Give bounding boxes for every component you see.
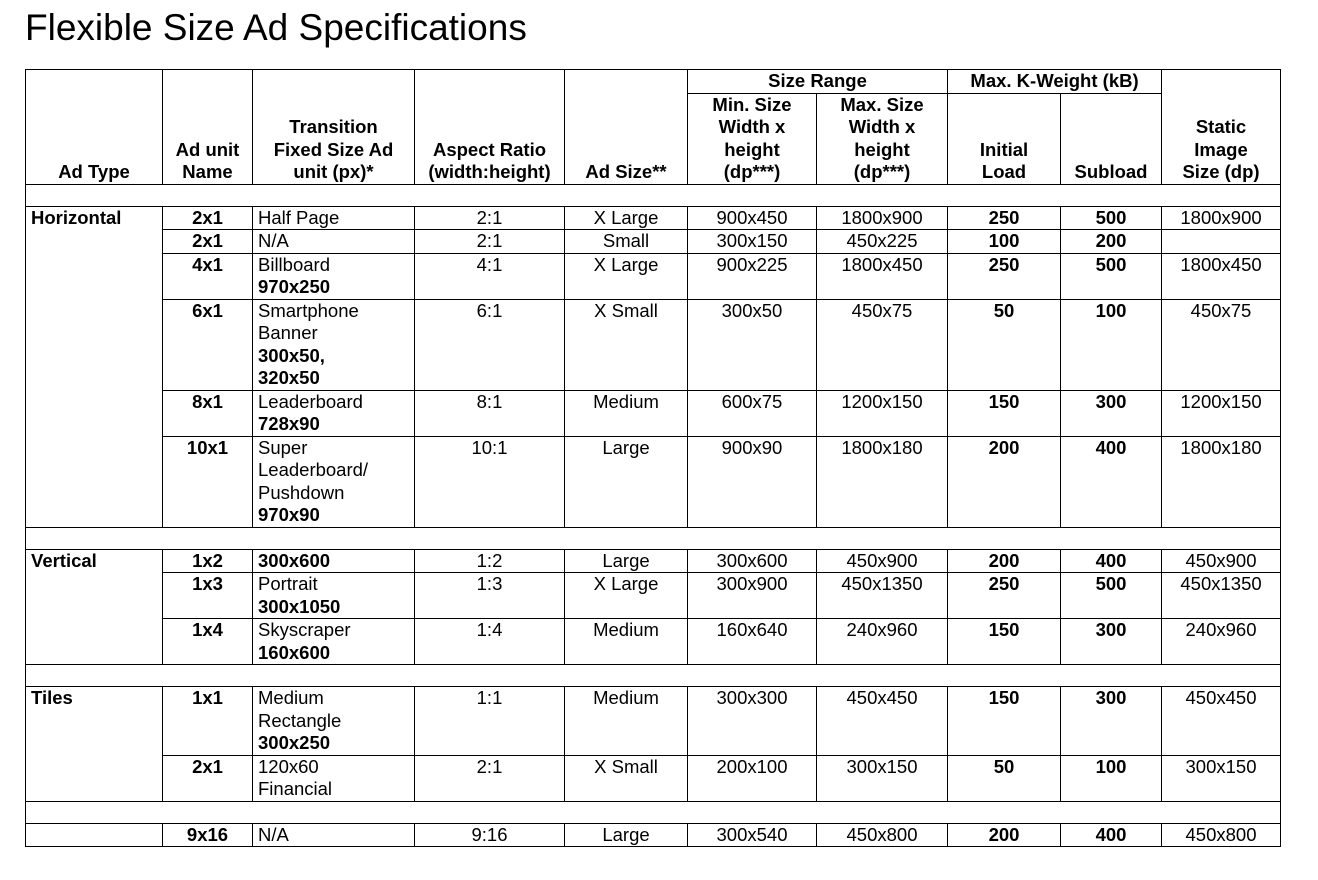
min-size-cell: 300x540 bbox=[688, 823, 817, 847]
fixed-size-px: 300x250 bbox=[258, 732, 331, 753]
ad-size-cell: Medium bbox=[565, 390, 688, 436]
header-static-image-size: Static Image Size (dp) bbox=[1162, 70, 1281, 185]
ad-size-cell: X Small bbox=[565, 755, 688, 801]
ad-unit-name-cell: 2x1 bbox=[163, 230, 253, 254]
ad-type-cell: Horizontal bbox=[26, 206, 163, 527]
initial-load-cell: 50 bbox=[948, 755, 1061, 801]
ad-size-cell: Large bbox=[565, 549, 688, 573]
static-image-size-cell: 1200x150 bbox=[1162, 390, 1281, 436]
max-size-cell: 300x150 bbox=[817, 755, 948, 801]
subload-cell: 400 bbox=[1061, 549, 1162, 573]
ad-unit-name-cell: 4x1 bbox=[163, 253, 253, 299]
transition-fixed-size-cell bbox=[253, 230, 415, 254]
aspect-ratio-cell: 2:1 bbox=[415, 230, 565, 254]
header-max-size: Max. Size Width x height (dp***) bbox=[817, 93, 948, 184]
static-image-size-cell: 1800x450 bbox=[1162, 253, 1281, 299]
initial-load-cell: 100 bbox=[948, 230, 1061, 254]
transition-fixed-size-cell bbox=[253, 619, 415, 665]
header-size-range: Size Range bbox=[688, 70, 948, 94]
max-size-cell: 1800x900 bbox=[817, 206, 948, 230]
static-image-size-cell: 1800x180 bbox=[1162, 436, 1281, 527]
max-size-cell: 450x75 bbox=[817, 299, 948, 390]
ad-unit-name-cell: 9x16 bbox=[163, 823, 253, 847]
initial-load-cell: 250 bbox=[948, 253, 1061, 299]
aspect-ratio-cell: 4:1 bbox=[415, 253, 565, 299]
transition-fixed-size-cell bbox=[253, 823, 415, 847]
page-title: Flexible Size Ad Specifications bbox=[25, 7, 527, 48]
ad-unit-name-cell: 8x1 bbox=[163, 390, 253, 436]
static-image-size-cell: 1800x900 bbox=[1162, 206, 1281, 230]
fixed-size-name: 120x60 Financial bbox=[258, 755, 333, 799]
subload-cell: 300 bbox=[1061, 390, 1162, 436]
fixed-size-name: Medium Rectangle bbox=[258, 687, 342, 731]
transition-fixed-size-cell bbox=[253, 299, 415, 390]
ad-unit-name-cell: 1x1 bbox=[163, 687, 253, 756]
subload-cell: 300 bbox=[1061, 619, 1162, 665]
fixed-size-px: 970x250 bbox=[258, 276, 331, 297]
fixed-size-px: 300x50, 320x50 bbox=[258, 344, 325, 388]
header-subload: Subload bbox=[1061, 93, 1162, 184]
max-size-cell: 1800x450 bbox=[817, 253, 948, 299]
spacer-cell bbox=[26, 527, 1281, 549]
subload-cell: 200 bbox=[1061, 230, 1162, 254]
ad-unit-name-cell: 2x1 bbox=[163, 206, 253, 230]
fixed-size-name: Super Leaderboard/ Pushdown bbox=[258, 436, 369, 503]
transition-fixed-size-cell bbox=[253, 390, 415, 436]
transition-fixed-size-cell bbox=[253, 549, 415, 573]
ad-unit-name-cell: 2x1 bbox=[163, 755, 253, 801]
max-size-cell: 450x225 bbox=[817, 230, 948, 254]
min-size-cell: 600x75 bbox=[688, 390, 817, 436]
min-size-cell: 900x450 bbox=[688, 206, 817, 230]
header-ad-size: Ad Size** bbox=[565, 70, 688, 185]
spacer-cell bbox=[26, 801, 1281, 823]
group-spacer-row bbox=[26, 184, 1281, 206]
ad-size-cell: X Large bbox=[565, 206, 688, 230]
fixed-size-name: Billboard bbox=[258, 253, 330, 275]
subload-cell: 100 bbox=[1061, 299, 1162, 390]
aspect-ratio-cell: 1:3 bbox=[415, 573, 565, 619]
table-body bbox=[26, 184, 1281, 847]
ad-size-cell: X Large bbox=[565, 573, 688, 619]
fixed-size-name: N/A bbox=[258, 230, 289, 251]
header-max-k-weight: Max. K-Weight (kB) bbox=[948, 70, 1162, 94]
group-spacer-row bbox=[26, 527, 1281, 549]
subload-cell: 500 bbox=[1061, 573, 1162, 619]
header-aspect-ratio: Aspect Ratio (width:height) bbox=[415, 70, 565, 185]
ad-size-cell: X Small bbox=[565, 299, 688, 390]
ad-size-cell: X Large bbox=[565, 253, 688, 299]
transition-fixed-size-cell bbox=[253, 755, 415, 801]
subload-cell: 300 bbox=[1061, 687, 1162, 756]
static-image-size-cell: 300x150 bbox=[1162, 755, 1281, 801]
spacer-cell bbox=[26, 665, 1281, 687]
table-row bbox=[26, 436, 1281, 527]
static-image-size-cell: 450x900 bbox=[1162, 549, 1281, 573]
initial-load-cell: 200 bbox=[948, 549, 1061, 573]
transition-fixed-size-cell bbox=[253, 436, 415, 527]
min-size-cell: 900x90 bbox=[688, 436, 817, 527]
initial-load-cell: 150 bbox=[948, 390, 1061, 436]
table-row bbox=[26, 823, 1281, 847]
ad-unit-name-cell: 1x2 bbox=[163, 549, 253, 573]
ad-size-cell: Medium bbox=[565, 619, 688, 665]
table-row bbox=[26, 619, 1281, 665]
fixed-size-px: 300x1050 bbox=[258, 595, 341, 617]
ad-unit-name-cell: 10x1 bbox=[163, 436, 253, 527]
header-ad-unit-name: Ad unit Name bbox=[163, 70, 253, 185]
initial-load-cell: 200 bbox=[948, 436, 1061, 527]
ad-spec-table bbox=[25, 69, 1281, 847]
min-size-cell: 300x150 bbox=[688, 230, 817, 254]
min-size-cell: 300x600 bbox=[688, 549, 817, 573]
ad-size-cell: Small bbox=[565, 230, 688, 254]
aspect-ratio-cell: 2:1 bbox=[415, 206, 565, 230]
table-row bbox=[26, 299, 1281, 390]
table-row bbox=[26, 573, 1281, 619]
header-ad-type: Ad Type bbox=[26, 70, 163, 185]
initial-load-cell: 150 bbox=[948, 687, 1061, 756]
group-spacer-row bbox=[26, 665, 1281, 687]
subload-cell: 100 bbox=[1061, 755, 1162, 801]
ad-size-cell: Large bbox=[565, 436, 688, 527]
transition-fixed-size-cell bbox=[253, 573, 415, 619]
table-row bbox=[26, 755, 1281, 801]
min-size-cell: 900x225 bbox=[688, 253, 817, 299]
min-size-cell: 160x640 bbox=[688, 619, 817, 665]
fixed-size-name: Portrait bbox=[258, 573, 318, 594]
min-size-cell: 300x900 bbox=[688, 573, 817, 619]
static-image-size-cell: 450x450 bbox=[1162, 687, 1281, 756]
table-row bbox=[26, 549, 1281, 573]
initial-load-cell: 250 bbox=[948, 573, 1061, 619]
fixed-size-name: Half Page bbox=[258, 206, 340, 228]
ad-size-cell: Medium bbox=[565, 687, 688, 756]
aspect-ratio-cell: 8:1 bbox=[415, 390, 565, 436]
min-size-cell: 300x50 bbox=[688, 299, 817, 390]
table-header bbox=[26, 70, 1281, 185]
static-image-size-cell: 240x960 bbox=[1162, 619, 1281, 665]
ad-unit-name-cell: 6x1 bbox=[163, 299, 253, 390]
initial-load-cell: 250 bbox=[948, 206, 1061, 230]
ad-unit-name-cell: 1x4 bbox=[163, 619, 253, 665]
aspect-ratio-cell: 1:4 bbox=[415, 619, 565, 665]
table-row bbox=[26, 206, 1281, 230]
table-row bbox=[26, 253, 1281, 299]
max-size-cell: 1800x180 bbox=[817, 436, 948, 527]
min-size-cell: 200x100 bbox=[688, 755, 817, 801]
initial-load-cell: 200 bbox=[948, 823, 1061, 847]
transition-fixed-size-cell bbox=[253, 206, 415, 230]
ad-type-cell: Tiles bbox=[26, 687, 163, 802]
subload-cell: 500 bbox=[1061, 253, 1162, 299]
initial-load-cell: 150 bbox=[948, 619, 1061, 665]
subload-cell: 400 bbox=[1061, 823, 1162, 847]
fixed-size-px: 728x90 bbox=[258, 413, 320, 434]
group-spacer-row bbox=[26, 801, 1281, 823]
header-min-size: Min. Size Width x height (dp***) bbox=[688, 93, 817, 184]
max-size-cell: 450x800 bbox=[817, 823, 948, 847]
static-image-size-cell: 450x800 bbox=[1162, 823, 1281, 847]
spacer-cell bbox=[26, 184, 1281, 206]
transition-fixed-size-cell bbox=[253, 253, 415, 299]
subload-cell: 400 bbox=[1061, 436, 1162, 527]
aspect-ratio-cell: 1:1 bbox=[415, 687, 565, 756]
fixed-size-name: Smartphone Banner bbox=[258, 299, 359, 343]
ad-type-cell bbox=[26, 823, 163, 847]
static-image-size-cell: 450x1350 bbox=[1162, 573, 1281, 619]
fixed-size-name: Skyscraper bbox=[258, 619, 351, 640]
static-image-size-cell: 450x75 bbox=[1162, 299, 1281, 390]
aspect-ratio-cell: 6:1 bbox=[415, 299, 565, 390]
min-size-cell: 300x300 bbox=[688, 687, 817, 756]
max-size-cell: 450x1350 bbox=[817, 573, 948, 619]
fixed-size-px: 300x600 bbox=[258, 549, 331, 571]
header-initial-load: Initial Load bbox=[948, 93, 1061, 184]
fixed-size-px: 160x600 bbox=[258, 641, 331, 663]
aspect-ratio-cell: 9:16 bbox=[415, 823, 565, 847]
header-transition-fixed-size: Transition Fixed Size Ad unit (px)* bbox=[253, 70, 415, 185]
static-image-size-cell bbox=[1162, 230, 1281, 254]
table-row bbox=[26, 230, 1281, 254]
initial-load-cell: 50 bbox=[948, 299, 1061, 390]
subload-cell: 500 bbox=[1061, 206, 1162, 230]
max-size-cell: 450x450 bbox=[817, 687, 948, 756]
max-size-cell: 1200x150 bbox=[817, 390, 948, 436]
ad-unit-name-cell: 1x3 bbox=[163, 573, 253, 619]
fixed-size-name: Leaderboard bbox=[258, 390, 363, 412]
ad-type-cell: Vertical bbox=[26, 549, 163, 665]
table-row bbox=[26, 390, 1281, 436]
aspect-ratio-cell: 10:1 bbox=[415, 436, 565, 527]
aspect-ratio-cell: 1:2 bbox=[415, 549, 565, 573]
table-row bbox=[26, 687, 1281, 756]
ad-size-cell: Large bbox=[565, 823, 688, 847]
aspect-ratio-cell: 2:1 bbox=[415, 755, 565, 801]
fixed-size-px: 970x90 bbox=[258, 504, 320, 525]
max-size-cell: 240x960 bbox=[817, 619, 948, 665]
fixed-size-name: N/A bbox=[258, 823, 289, 845]
transition-fixed-size-cell bbox=[253, 687, 415, 756]
max-size-cell: 450x900 bbox=[817, 549, 948, 573]
